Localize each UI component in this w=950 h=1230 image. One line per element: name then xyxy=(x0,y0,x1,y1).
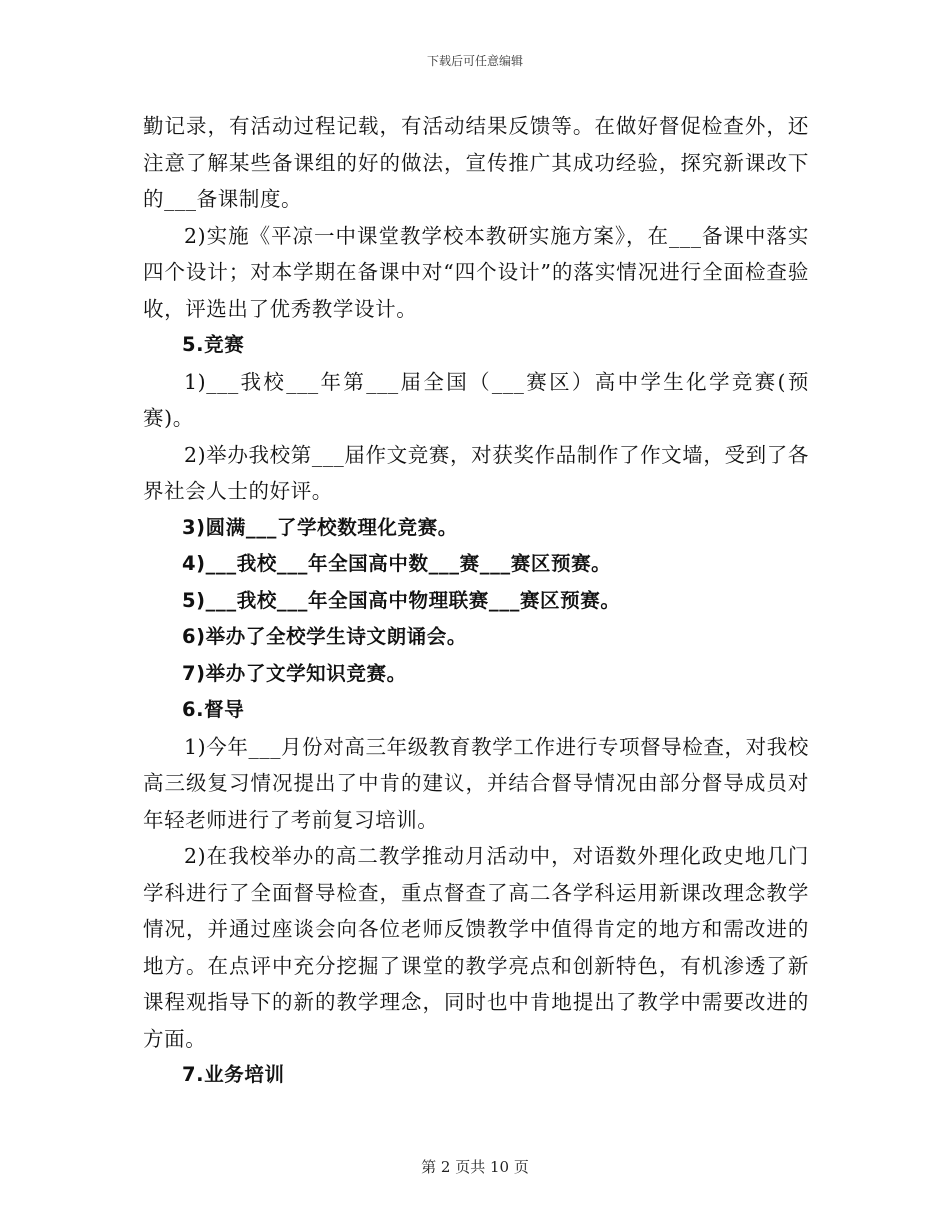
page-header xyxy=(0,52,950,69)
paragraph: 勤记录，有活动过程记载，有活动结果反馈等。在做好督促检查外，还注意了解某些备课组的好的做法，宣传推广其成功经验，探究新课改下的___备课制度。 xyxy=(143,114,809,211)
bold-list-item: 5)___我校___年全国高中物理联赛___赛区预赛。 xyxy=(182,588,621,612)
paragraph: 1)今年___月份对高三年级教育教学工作进行专项督导检查，对我校高三级复习情况提出了中肯的建议，并结合督导情况由部分督导成员对年轻老师进行了考前复习培训。 xyxy=(143,734,809,832)
page-footer xyxy=(0,1156,950,1177)
paragraph: 2)举办我校第___届作文竞赛，对获奖作品制作了作文墙，受到了各界社会人士的好评。 xyxy=(143,442,809,503)
header-note: 下载后可任意编辑 xyxy=(426,54,523,68)
paragraph: 1)___我校___年第___届全国（___赛区）高中学生化学竞赛(预赛)。 xyxy=(143,369,809,430)
bold-list-item: 7)举办了文学知识竞赛。 xyxy=(182,661,407,685)
page-number: 第 2 页共 10 页 xyxy=(421,1158,529,1176)
paragraph: 2)实施《平凉一中课堂教学校本教研实施方案》，在___备课中落实四个设计；对本学期在备课中对“四个设计”的落实情况进行全面检查验收，评选出了优秀教学设计。 xyxy=(143,223,809,321)
section-heading: 6.督导 xyxy=(182,698,245,721)
bold-list-item: 4)___我校___年全国高中数___赛___赛区预赛。 xyxy=(182,552,612,575)
document-body xyxy=(143,108,809,1094)
section-heading: 5.竞赛 xyxy=(182,333,245,356)
bold-list-item: 6)举办了全校学生诗文朗诵会。 xyxy=(182,625,467,648)
bold-list-item: 3)圆满___了学校数理化竞赛。 xyxy=(182,515,458,539)
paragraph: 2)在我校举办的高二教学推动月活动中，对语数外理化政史地几门学科进行了全面督导检查，重点督查了高二各学科运用新课改理念教学情况，并通过座谈会向各位老师反馈教学中值得肯定的地方和需改进的地方。在点评中充分挖掘了课堂的教学亮点和创新特色，有机渗透了新课程观指导下的新的教学理念，同时也中肯地提出了教学中需要改进的方面。 xyxy=(143,844,809,1051)
section-heading: 7.业务培训 xyxy=(182,1063,285,1086)
